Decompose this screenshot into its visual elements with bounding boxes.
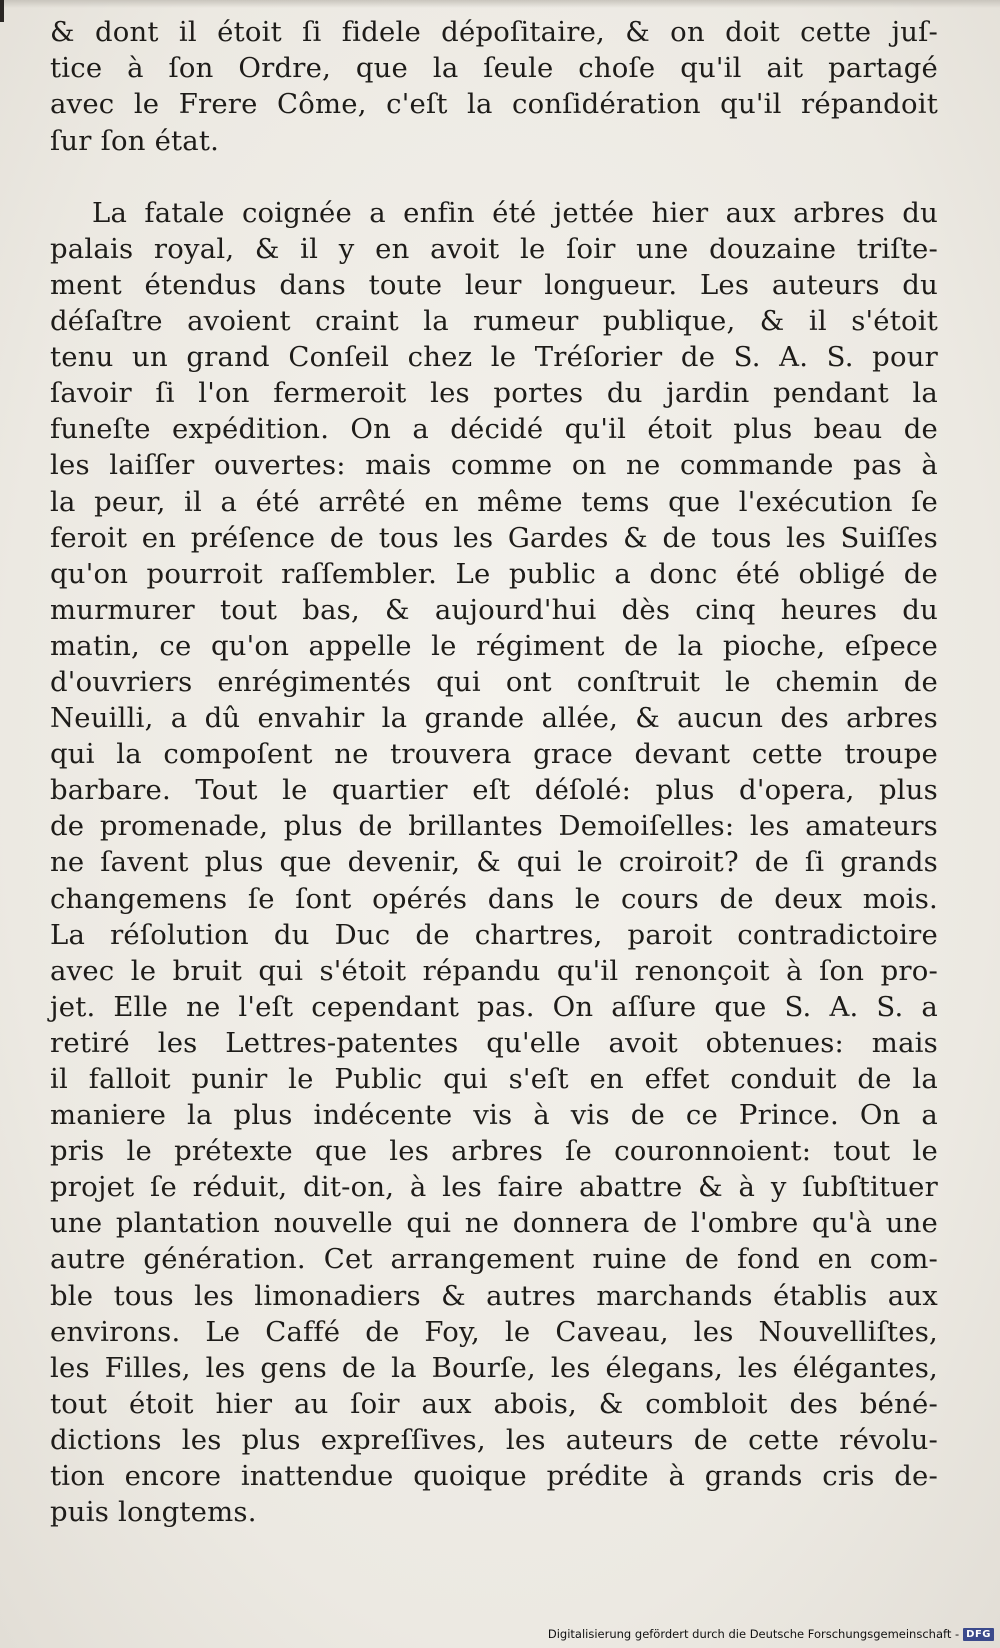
paragraph-2: [50, 195, 938, 1530]
text-line: La réſolution du Duc de chartres, paroit contradictoire: [50, 918, 938, 951]
text-line: les laiſſer ouvertes: mais comme on ne commande pas à: [50, 449, 938, 482]
text-line: tion encore inattendue quoique prédite à grands cris de-: [50, 1460, 938, 1493]
text-line: tout étoit hier au ſoir aux abois, & combloit des béné-: [50, 1387, 938, 1420]
text-line: maniere la plus indécente vis à vis de ce Prince. On a: [50, 1099, 938, 1132]
text-line: matin, ce qu'on appelle le régiment de la pioche, eſpece: [50, 629, 938, 662]
text-line: qu'on pourroit raſſembler. Le public a donc été obligé de: [50, 557, 938, 590]
text-line: Neuilli, a dû envahir la grande allée, & aucun des arbres: [50, 702, 938, 735]
text-line: changemens ſe ſont opérés dans le cours de deux mois.: [50, 882, 938, 915]
text-line: tenu un grand Conſeil chez le Tréſorier de S. A. S. pour: [50, 341, 938, 374]
text-line: avec le bruit qui s'étoit répandu qu'il renonçoit à ſon pro-: [50, 954, 938, 987]
page-edge-mark: [0, 0, 4, 22]
paragraph-gap: [50, 159, 938, 195]
text-line: ſur ſon état.: [50, 124, 220, 157]
text-line: d'ouvriers enrégimentés qui ont conſtruit le chemin de: [50, 665, 938, 698]
text-line: palais royal, & il y en avoit le ſoir une douzaine triſte-: [50, 232, 938, 265]
page-top-edge: [0, 0, 1000, 8]
text-line: déſaſtre avoient craint la rumeur publique, & il s'étoit: [50, 305, 938, 338]
text-line: les Filles, les gens de la Bourſe, les élegans, les élégantes,: [50, 1351, 938, 1384]
body-text: [50, 14, 938, 1530]
text-line: ble tous les limonadiers & autres marchands établis aux: [50, 1279, 938, 1312]
text-line: ſavoir ſi l'on fermeroit les portes du jardin pendant la: [50, 377, 938, 410]
text-line: pris le prétexte que les arbres ſe couronnoient: tout le: [50, 1135, 938, 1168]
text-line: murmurer tout bas, & aujourd'hui dès cinq heures du: [50, 593, 938, 626]
credit-text: Digitalisierung gefördert durch die Deutsche Forschungsgemeinschaft -: [547, 1627, 960, 1641]
text-line: La fatale coignée a enfin été jettée hier aux arbres du: [92, 196, 938, 229]
text-line: autre génération. Cet arrangement ruine de fond en com-: [50, 1243, 938, 1276]
text-line: dictions les plus expreſſives, les auteurs de cette révolu-: [50, 1423, 938, 1456]
text-line: ne ſavent plus que devenir, & qui le croiroit? de ſi grands: [50, 846, 938, 879]
text-line: projet ſe réduit, dit-on, à les faire abattre & à y ſubſtituer: [50, 1171, 938, 1204]
paragraph-1: [50, 14, 938, 159]
text-line: puis longtems.: [50, 1496, 257, 1529]
text-line: & dont il étoit ſi fidele dépoſitaire, & on doit cette juſ-: [50, 16, 938, 48]
text-line: retiré les Lettres-patentes qu'elle avoit obtenues: mais: [50, 1026, 938, 1059]
text-line: de promenade, plus de brillantes Demoiſelles: les amateurs: [50, 810, 938, 843]
text-line: feroit en préſence de tous les Gardes & de tous les Suiſſes: [50, 521, 938, 554]
text-line: tice à ſon Ordre, que la ſeule choſe qu'il ait partagé: [50, 52, 938, 85]
digitization-credit: [548, 1623, 994, 1645]
text-line: une plantation nouvelle qui ne donnera de l'ombre qu'à une: [50, 1207, 938, 1240]
dfg-logo: DFG: [963, 1628, 994, 1641]
text-line: qui la compoſent ne trouvera grace devant cette troupe: [50, 738, 938, 771]
text-line: funeſte expédition. On a décidé qu'il étoit plus beau de: [50, 413, 938, 446]
text-line: la peur, il a été arrêté en même tems que l'exécution ſe: [50, 485, 938, 518]
text-line: il falloit punir le Public qui s'eſt en effet conduit de la: [50, 1063, 938, 1095]
text-line: jet. Elle ne l'eſt cependant pas. On aſſure que S. A. S. a: [50, 990, 938, 1023]
text-line: avec le Frere Côme, c'eſt la conſidération qu'il répandoit: [50, 88, 938, 121]
text-line: environs. Le Caffé de Foy, le Caveau, les Nouvelliſtes,: [50, 1315, 938, 1348]
text-line: barbare. Tout le quartier eſt déſolé: plus d'opera, plus: [50, 774, 938, 807]
text-line: ment étendus dans toute leur longueur. Les auteurs du: [50, 268, 938, 301]
